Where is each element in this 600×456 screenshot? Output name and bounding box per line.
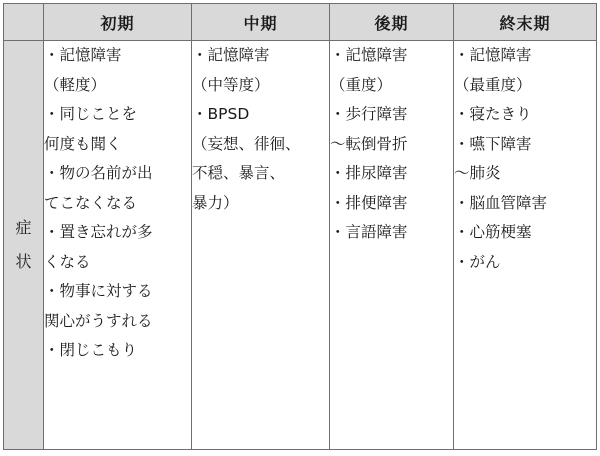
stage-early-line: ・置き忘れが多 (44, 223, 153, 241)
stage-early-line: くなる (44, 252, 91, 271)
stage-terminal-line: ・嚥下障害 (454, 134, 532, 153)
stage-late-line: ・記憶障害 (330, 46, 408, 64)
header-row (4, 4, 597, 41)
header-middle: 中期 (192, 4, 330, 41)
stage-early-cell (44, 41, 192, 450)
stage-early-line: ・閉じこもり (44, 341, 138, 359)
header-corner-cell (4, 4, 44, 41)
stage-late-line: （重度） (330, 75, 393, 94)
stage-early-line: てこなくなる (44, 193, 138, 212)
stage-late-cell (330, 41, 454, 450)
stage-early-line: ・記憶障害 (44, 46, 122, 64)
stage-terminal-line: ・寝たきり (454, 105, 532, 123)
header-late: 後期 (330, 4, 454, 41)
stage-late-line: ・歩行障害 (330, 105, 408, 123)
stage-middle-line: ・記憶障害 (192, 46, 270, 64)
symptom-stage-table (3, 3, 597, 450)
row-label-char: 状 (15, 252, 32, 271)
stage-terminal-line: ・記憶障害 (454, 46, 532, 64)
row-label-symptoms (4, 41, 44, 450)
stage-terminal-line: ・がん (454, 252, 501, 271)
stage-terminal-cell (454, 41, 597, 450)
stage-early-line: ・物事に対する (44, 282, 153, 300)
stage-early-line: ・物の名前が出 (44, 164, 153, 182)
header-early: 初期 (44, 4, 192, 41)
stage-late-line: ・排尿障害 (330, 164, 408, 182)
stage-early-line: 何度も聞く (44, 134, 122, 153)
stage-late-line: ～転倒骨折 (330, 134, 408, 153)
stage-terminal-line: ～肺炎 (454, 164, 501, 182)
row-label-char: 症 (15, 218, 32, 237)
stage-terminal-line: ・心筋梗塞 (454, 223, 532, 241)
stage-middle-line: 暴力） (192, 193, 239, 212)
stage-early-line: （軽度） (44, 75, 107, 94)
stage-middle-line: 不穏、暴言、 (192, 164, 286, 182)
stage-early-line: ・同じことを (44, 105, 138, 123)
stage-terminal-line: ・脳血管障害 (454, 193, 548, 212)
header-terminal: 終末期 (454, 4, 597, 41)
stage-middle-line: （妄想、徘徊、 (192, 134, 301, 153)
stage-middle-line: （中等度） (192, 75, 270, 94)
symptoms-row (4, 41, 597, 450)
stage-late-line: ・言語障害 (330, 223, 408, 241)
stage-terminal-line: （最重度） (454, 75, 532, 94)
stage-early-line: 関心がうすれる (44, 311, 153, 330)
stage-middle-cell (192, 41, 330, 450)
stage-middle-line: ・BPSD (192, 105, 250, 123)
stage-late-line: ・排便障害 (330, 193, 408, 212)
